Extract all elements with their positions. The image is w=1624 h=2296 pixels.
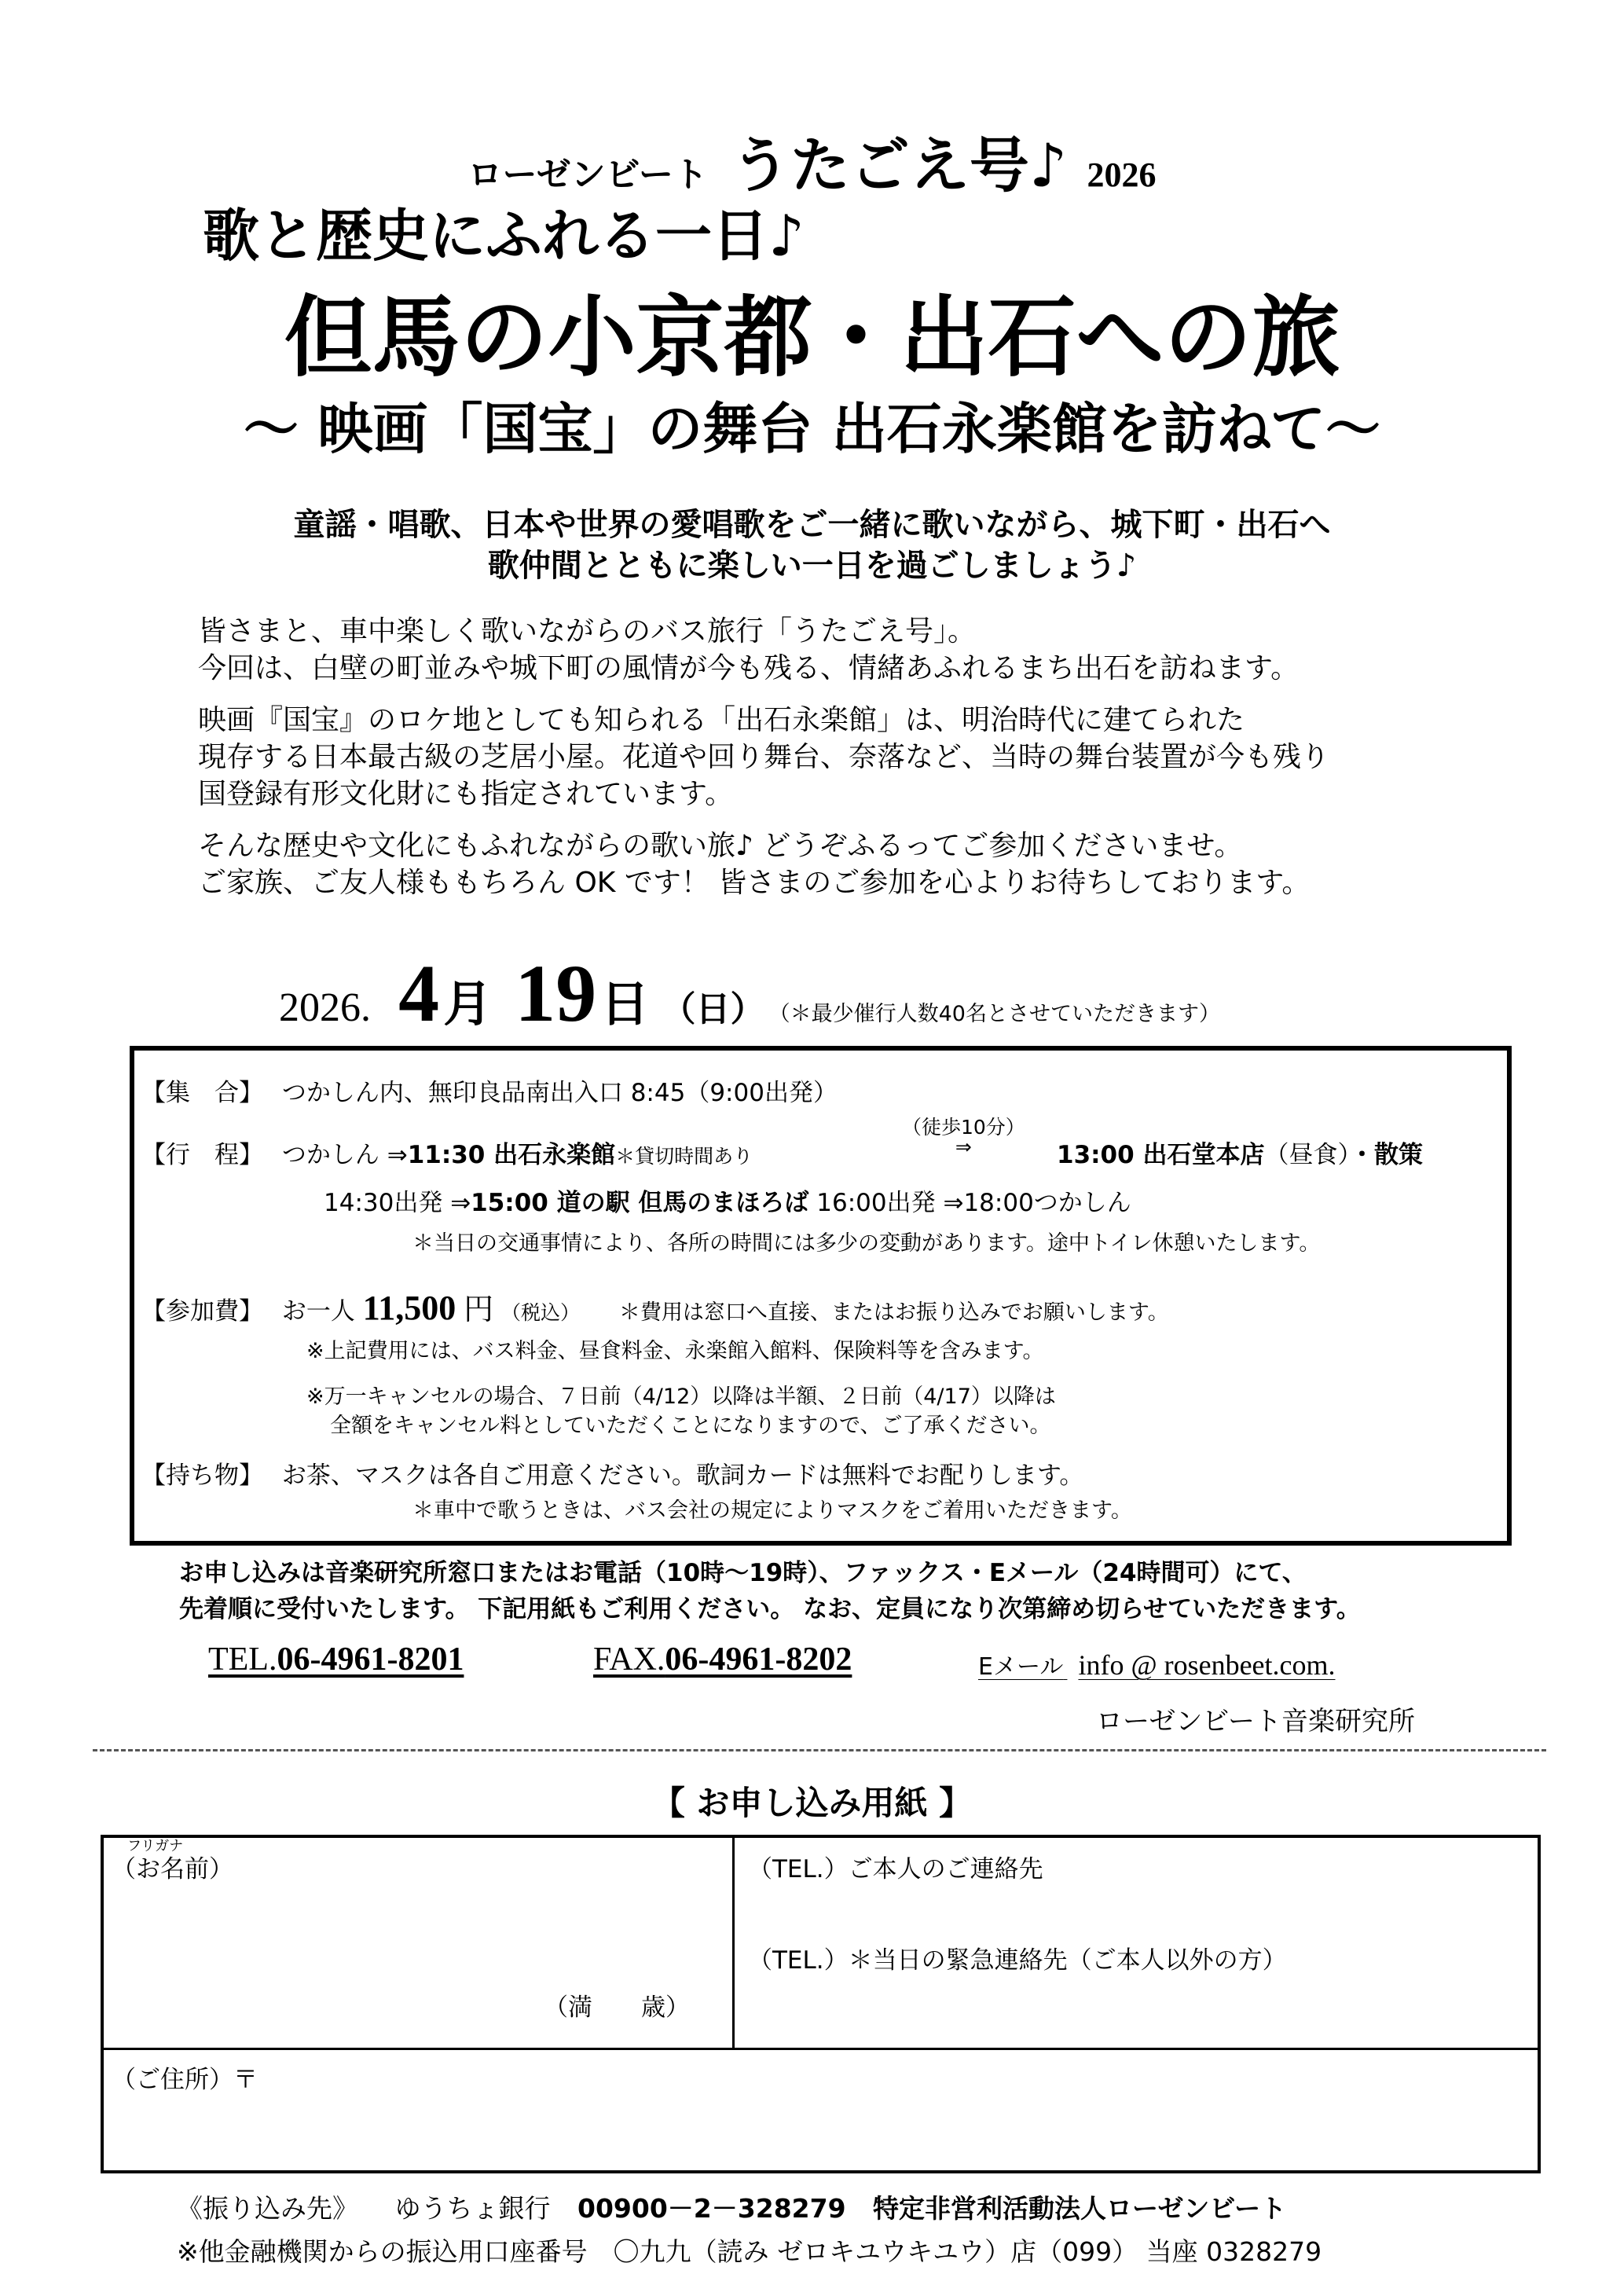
cancel-policy: ※万一キャンセルの場合、７日前（4/12）以降は半額、２日前（4/17）以降は <box>306 1385 1056 1409</box>
bank-account: 00900－2－328279 <box>577 2193 846 2224</box>
email-address[interactable]: info @ rosenbeet.com. <box>1078 1649 1336 1681</box>
arrow-icon: ⇒ <box>955 1135 972 1158</box>
tel-field[interactable]: （TEL.）ご本人のご連絡先 <box>748 1855 1043 1883</box>
fee-amount: 11,500 <box>362 1289 456 1327</box>
itinerary-text: つかしん ⇒ <box>281 1141 408 1169</box>
itinerary-text: （昼食） <box>1264 1141 1350 1169</box>
fee-tax: （税込） <box>501 1301 581 1324</box>
itinerary-text: ・散策 <box>1349 1141 1423 1169</box>
itinerary-text: 16:00出発 ⇒18:00つかしん <box>808 1189 1131 1217</box>
fee-label: 【参加費】 <box>141 1297 263 1326</box>
fax-contact <box>593 1641 852 1678</box>
age-field[interactable]: （満 歳） <box>544 1993 690 2022</box>
address-field[interactable]: （ご住所）〒 <box>112 2066 258 2094</box>
itinerary-label: 【行 程】 <box>141 1141 263 1169</box>
date-year: 2026. <box>279 985 371 1030</box>
email-contact[interactable] <box>978 1647 1336 1682</box>
apply-line: 先着順に受付いたします。 下記用紙もご利用ください。 なお、定員になり次第締め切らせていただきます。 <box>179 1595 1361 1623</box>
date-month-unit: 月 <box>443 975 493 1032</box>
bring-row <box>141 1455 1083 1491</box>
fee-includes: ※上記費用には、バス料金、昼食料金、永楽館入館料、保険料等を含みます。 <box>306 1339 1044 1363</box>
paragraph-line: 皆さまと、車中楽しく歌いながらのバス旅行「うたごえ号」。 <box>198 615 977 647</box>
name-field[interactable]: （お名前） <box>112 1855 233 1883</box>
itinerary-row-2 <box>324 1183 1131 1218</box>
meeting-row <box>141 1073 838 1108</box>
furigana-label: フリガナ <box>127 1838 184 1854</box>
bank-name: ゆうちょ銀行 <box>394 2193 551 2224</box>
paragraph-line: そんな歴史や文化にもふれながらの歌い旅♪ どうぞふるってご参加くださいませ。 <box>198 830 1243 862</box>
form-divider <box>104 2048 1538 2050</box>
fax-number: 06-4961-8202 <box>665 1641 852 1678</box>
event-date <box>279 947 1220 1040</box>
paragraph-line: 現存する日本最古級の芝居小屋。花道や回り舞台、奈落など、当時の舞台装置が今も残り <box>198 741 1330 773</box>
walk-note <box>902 1112 1025 1158</box>
lead-line: 童謡・唱歌、日本や世界の愛唱歌をご一緒に歌いながら、城下町・出石へ <box>293 507 1331 543</box>
date-weekday: （日） <box>661 989 765 1029</box>
fee-text: お一人 <box>281 1297 355 1326</box>
cancel-policy: 全額をキャンセル料としていただくことになりますので、ご了承ください。 <box>330 1414 1051 1438</box>
fee-row <box>141 1285 1169 1328</box>
itinerary-note: ＊貸切時間あり <box>615 1145 753 1168</box>
meeting-label: 【集 合】 <box>141 1079 263 1107</box>
fee-unit: 円 <box>464 1292 494 1326</box>
paragraph-line: ご家族、ご友人様ももちろん OK です！ 皆さまのご参加を心よりお待ちしております。 <box>198 867 1311 899</box>
cut-line <box>93 1749 1546 1751</box>
bank-label: 《振り込み先》 <box>177 2193 358 2224</box>
organization: ローゼンビート音楽研究所 <box>1096 1706 1415 1737</box>
bring-label: 【持ち物】 <box>141 1462 263 1490</box>
apply-line: お申し込みは音楽研究所窓口またはお電話（10時～19時）、ファックス・Eメール（24時間可）にて、 <box>179 1559 1307 1587</box>
itinerary-row-cont <box>1057 1135 1423 1170</box>
page-title: 但馬の小京都・出石への旅 <box>284 287 1340 389</box>
bring-value: お茶、マスクは各自ご用意ください。歌詞カードは無料でお配りします。 <box>281 1462 1084 1490</box>
itinerary-stop: 13:00 出石堂本店 <box>1057 1141 1265 1169</box>
date-month: 4 <box>398 948 440 1039</box>
email-label: Eメール <box>978 1653 1064 1681</box>
meeting-value: つかしん内、無印良品南出入口 8:45（9:00出発） <box>281 1079 838 1107</box>
date-day-unit: 日 <box>600 975 650 1032</box>
paragraph-line: 映画『国宝』のロケ地としても知られる「出石永楽館」は、明治時代に建てられた <box>198 704 1245 736</box>
tagline: 歌と歴史にふれる一日♪ <box>203 203 805 269</box>
other-bank-info: ※他金融機関からの振込用口座番号 〇九九（読み ゼロキユウキユウ）店（099） 当座 0328279 <box>177 2236 1322 2267</box>
emergency-tel-field[interactable]: （TEL.）＊当日の緊急連絡先（ご本人以外の方） <box>748 1946 1287 1975</box>
subtitle: ～ 映画「国宝」の舞台 出石永楽館を訪ねて～ <box>244 397 1380 461</box>
walk-label: （徒歩10分） <box>902 1116 1025 1139</box>
itinerary-row <box>141 1135 753 1170</box>
tel-label: TEL. <box>208 1641 277 1678</box>
year: 2026 <box>1087 156 1157 194</box>
tel-number: 06-4961-8201 <box>277 1641 464 1678</box>
bank-info <box>177 2188 1286 2225</box>
fax-label: FAX. <box>593 1641 665 1678</box>
application-form <box>101 1835 1541 2173</box>
itinerary-stop: 15:00 道の駅 但馬のまほろば <box>471 1189 809 1217</box>
paragraph-line: 今回は、白壁の町並みや城下町の風情が今も残る、情緒あふれるまち出石を訪ねます。 <box>198 652 1300 684</box>
bring-note: ＊車中で歌うときは、バス会社の規定によりマスクをご着用いただきます。 <box>412 1498 1132 1523</box>
tel-contact <box>208 1641 464 1678</box>
series-title: うたごえ号♪ <box>730 130 1068 200</box>
itinerary-stop: 11:30 出石永楽館 <box>407 1141 616 1169</box>
account-holder: 特定非営利活動法人ローゼンビート <box>873 2193 1287 2224</box>
paragraph-line: 国登録有形文化財にも指定されています。 <box>198 778 734 810</box>
itinerary-note: ＊当日の交通事情により、各所の時間には多少の変動があります。途中トイレ休憩いたします。 <box>412 1231 1321 1256</box>
itinerary-text: 14:30出発 ⇒ <box>324 1189 471 1217</box>
fee-note: ＊費用は窓口へ直接、またはお振り込みでお願いします。 <box>618 1300 1169 1325</box>
date-note: （＊最少催行人数40名とさせていただきます） <box>768 1002 1220 1026</box>
date-day: 19 <box>515 948 597 1039</box>
form-divider <box>732 1838 735 2048</box>
brand: ローゼンビート <box>467 155 708 195</box>
lead-line: 歌仲間とともに楽しい一日を過ごしましょう♪ <box>487 548 1137 584</box>
form-title: 【 お申し込み用紙 】 <box>651 1784 973 1822</box>
